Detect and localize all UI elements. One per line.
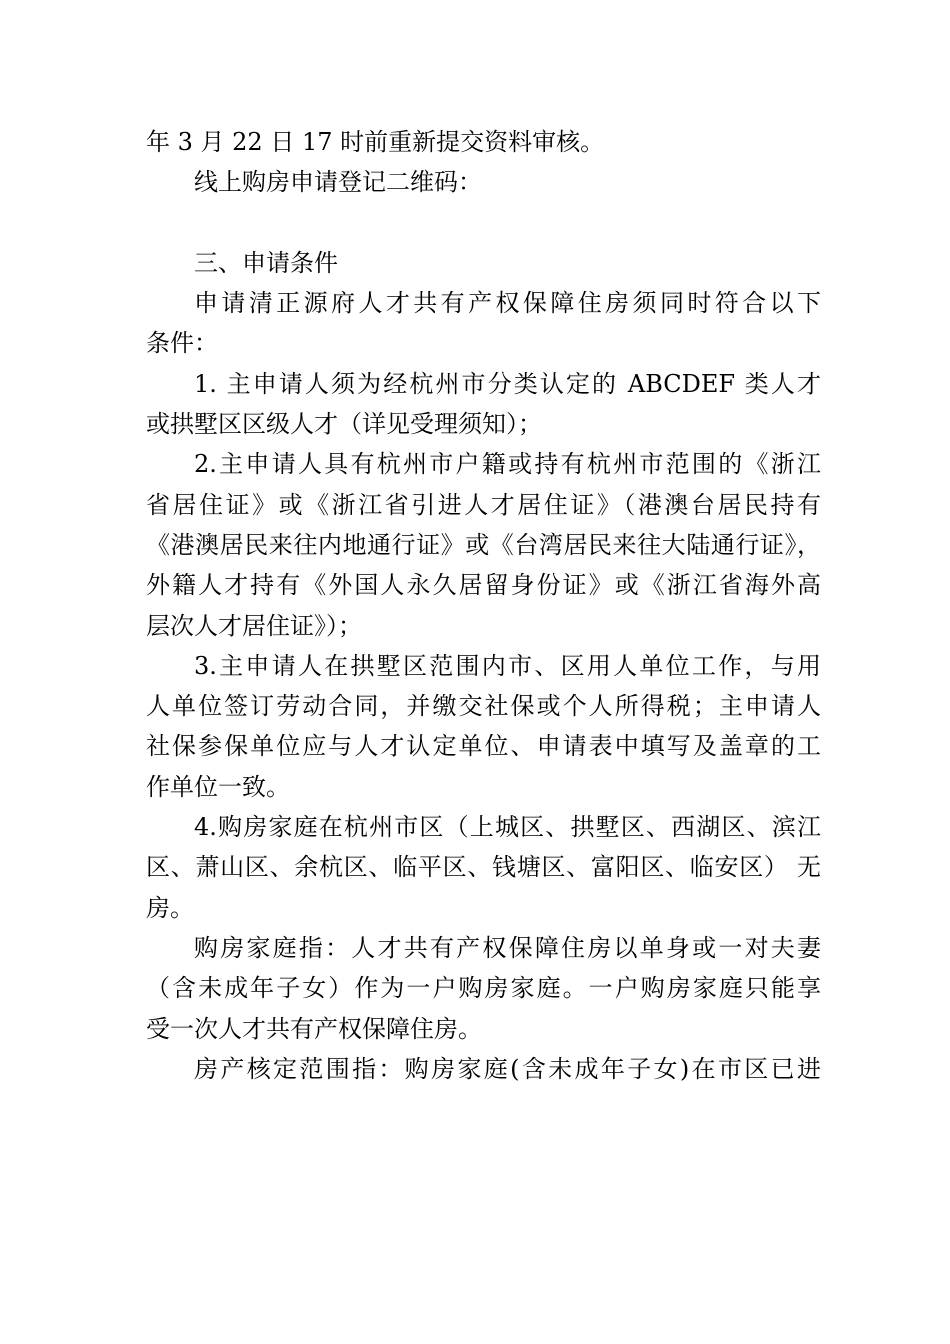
text-line: 房。 xyxy=(146,893,194,922)
text-line: 外籍人才持有《外国人永久居留身份证》或《浙江省海外高 xyxy=(146,571,821,600)
qr-code-placeholder xyxy=(146,203,821,243)
text-line: 受一次人才共有产权保障住房。 xyxy=(146,1014,482,1043)
text-line: 省居住证》或《浙江省引进人才居住证》（港澳台居民持有 xyxy=(146,490,821,519)
text-line: 4.购房家庭在杭州市区（上城区、拱墅区、西湖区、滨江 xyxy=(194,813,821,842)
text-line: 1. 主申请人须为经杭州市分类认定的 ABCDEF 类人才 xyxy=(194,369,821,398)
section-heading: 三、申请条件 xyxy=(194,248,338,277)
text-line: 条件： xyxy=(146,329,218,358)
text-line: 线上购房申请登记二维码： xyxy=(194,168,482,197)
text-line: 区、萧山区、余杭区、临平区、钱塘区、富阳区、临安区） 无 xyxy=(146,853,821,882)
text-line: 人单位签订劳动合同，并缴交社保或个人所得税；主申请人 xyxy=(146,692,821,721)
text-line: 房产核定范围指：购房家庭(含未成年子女)在市区已进 xyxy=(194,1054,821,1083)
text-line: 或拱墅区区级人才（详见受理须知）； xyxy=(146,410,542,439)
document-page xyxy=(146,122,821,1089)
text-line: 社保参保单位应与人才认定单位、申请表中填写及盖章的工 xyxy=(146,732,821,761)
text-line: 年 3 月 22 日 17 时前重新提交资料审核。 xyxy=(146,128,605,156)
text-line: 3.主申请人在拱墅区范围内市、区用人单位工作，与用 xyxy=(194,651,821,680)
text-line: 作单位一致。 xyxy=(146,772,290,801)
text-line: （含未成年子女）作为一户购房家庭。一户购房家庭只能享 xyxy=(146,974,821,1003)
text-line: 2.主申请人具有杭州市户籍或持有杭州市范围的《浙江 xyxy=(194,450,821,479)
text-line: 层次人才居住证》）； xyxy=(146,611,362,640)
text-line: 购房家庭指：人才共有产权保障住房以单身或一对夫妻 xyxy=(194,933,821,962)
text-line: 申请清正源府人才共有产权保障住房须同时符合以下 xyxy=(194,289,821,318)
text-line: 《港澳居民来往内地通行证》或《台湾居民来往大陆通行证》， xyxy=(146,530,821,559)
